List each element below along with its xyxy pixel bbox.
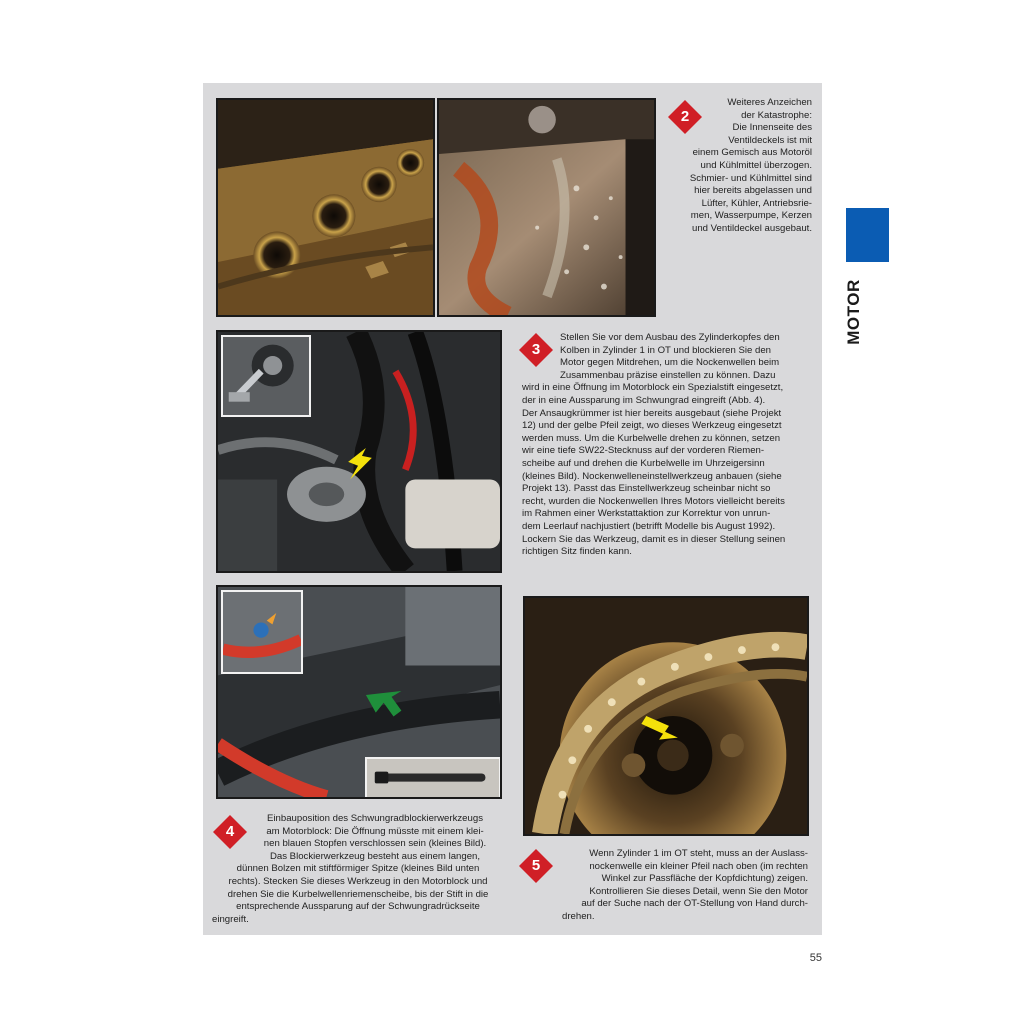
caption-line: werden muss. Um die Kurbelwelle drehen zu können, setzen xyxy=(522,432,781,444)
inset-crankshaft-socket xyxy=(221,335,311,417)
caption-line: Stellen Sie vor dem Ausbau des Zylinderkopfes den xyxy=(560,332,780,343)
caption-step-4 xyxy=(212,813,504,926)
caption-line: Der Ansaugkrümmer ist hier bereits ausgebaut (siehe Projekt xyxy=(522,407,782,419)
step-number-2: 2 xyxy=(680,108,690,125)
caption-line: Kolben in Zylinder 1 in OT und blockieren Sie den xyxy=(560,344,772,356)
caption-line: Winkel zur Passfläche der Kopfdichtung) zeigen. xyxy=(601,873,808,885)
photo-cylinder-head xyxy=(216,98,435,317)
page-number: 55 xyxy=(809,952,822,964)
caption-line: recht, wurden die Nockenwellen Ihres Motors vielleicht bereits xyxy=(522,495,785,507)
caption-step-5 xyxy=(540,848,808,924)
caption-line: Das Blockierwerkzeug besteht aus einem langen, xyxy=(269,850,481,862)
caption-line: der Katastrophe: xyxy=(741,109,812,121)
section-tab-label: MOTOR xyxy=(844,279,863,345)
caption-line: Lockern Sie das Werkzeug, damit es in dieser Stellung seinen xyxy=(522,533,786,545)
caption-line: dünnen Bolzen mit stiftförmiger Spitze (kleines Bild unten xyxy=(236,863,480,875)
caption-line: entsprechende Aussparung auf der Schwungradrückseite xyxy=(236,901,480,913)
caption-line: wird in eine Öffnung im Motorblock ein Spezialstift eingesetzt, xyxy=(522,382,784,394)
caption-line: Einbauposition des Schwungradblockierwerkzeugs xyxy=(267,813,483,824)
caption-line: hier bereits abgelassen und xyxy=(694,185,812,197)
caption-line: rechts). Stecken Sie dieses Werkzeug in den Motorblock und xyxy=(228,875,488,887)
caption-line: nockenwelle ein kleiner Pfeil nach oben (im rechten xyxy=(589,860,808,872)
caption-step-2 xyxy=(664,97,812,236)
photo-flywheel-lock xyxy=(216,585,502,799)
step-number-3: 3 xyxy=(531,341,541,358)
caption-line: drehen Sie die Kurbelwellenriemenscheibe, bis der Stift in die xyxy=(227,888,489,900)
caption-line: Motor gegen Mitdrehen, um die Nockenwellen beim xyxy=(560,357,780,369)
caption-line: Wenn Zylinder 1 im OT steht, muss an der Auslass- xyxy=(589,848,808,859)
caption-line: und Kühlmittel überzogen. xyxy=(700,159,812,171)
caption-line: eingreift. xyxy=(212,913,249,925)
photo-engine-bay xyxy=(216,330,502,573)
caption-line: Ventildeckels ist mit xyxy=(728,134,812,146)
caption-line: Zusammenbau präzise einstellen zu können. Dazu xyxy=(560,369,776,381)
caption-line: Die Innenseite des xyxy=(732,122,812,134)
caption-line: nen blauen Stopfen verschlossen sein (kleines Bild). xyxy=(263,838,487,850)
photo-valve-cover xyxy=(437,98,656,317)
caption-step-3 xyxy=(522,332,810,559)
caption-line: scheibe auf und drehen die Kurbelwelle im Uhrzeigersinn xyxy=(522,457,765,469)
caption-line: im Rahmen einer Werkstattaktion zur Korrektur von unrun- xyxy=(522,508,771,520)
section-tab xyxy=(844,276,864,348)
section-tab-color-block xyxy=(846,208,889,262)
step-number-4: 4 xyxy=(225,823,235,840)
caption-line: am Motorblock: Die Öffnung müsste mit einem klei- xyxy=(266,825,484,837)
caption-line: Projekt 13). Passt das Einstellwerkzeug scheinbar nicht so xyxy=(522,483,771,495)
caption-line: 12) und der gelbe Pfeil zeigt, wo dieses Werkzeug eingesetzt xyxy=(522,420,782,432)
caption-line: men, Wasserpumpe, Kerzen xyxy=(690,210,812,222)
caption-line: einem Gemisch aus Motoröl xyxy=(692,147,812,159)
caption-line: der in eine Aussparung im Schwungrad eingreift (Abb. 4). xyxy=(522,394,766,406)
inset-blue-plug xyxy=(221,590,303,674)
caption-line: Lüfter, Kühler, Antriebsrie- xyxy=(701,197,812,209)
caption-line: drehen. xyxy=(562,910,595,922)
caption-line: richtigen Sitz finden kann. xyxy=(522,546,632,558)
step-number-5: 5 xyxy=(531,857,541,874)
caption-line: auf der Suche nach der OT-Stellung von Hand durch- xyxy=(581,898,808,910)
caption-line: Kontrollieren Sie dieses Detail, wenn Sie den Motor xyxy=(589,885,808,897)
caption-line: wir eine tiefe SW22-Stecknuss auf der vorderen Riemen- xyxy=(522,445,765,457)
caption-line: und Ventildeckel ausgebaut. xyxy=(691,222,812,234)
inset-locking-pin xyxy=(365,757,501,799)
caption-line: (kleines Bild). Nockenwelleneinstellwerkzeug anbauen (siehe xyxy=(522,470,782,482)
photo-timing-chain xyxy=(523,596,809,836)
caption-line: Schmier- und Kühlmittel sind xyxy=(689,172,812,184)
caption-line: Weiteres Anzeichen xyxy=(727,97,812,108)
caption-line: dem Leerlauf nachjustiert (betrifft Modelle bis August 1992). xyxy=(522,520,776,532)
